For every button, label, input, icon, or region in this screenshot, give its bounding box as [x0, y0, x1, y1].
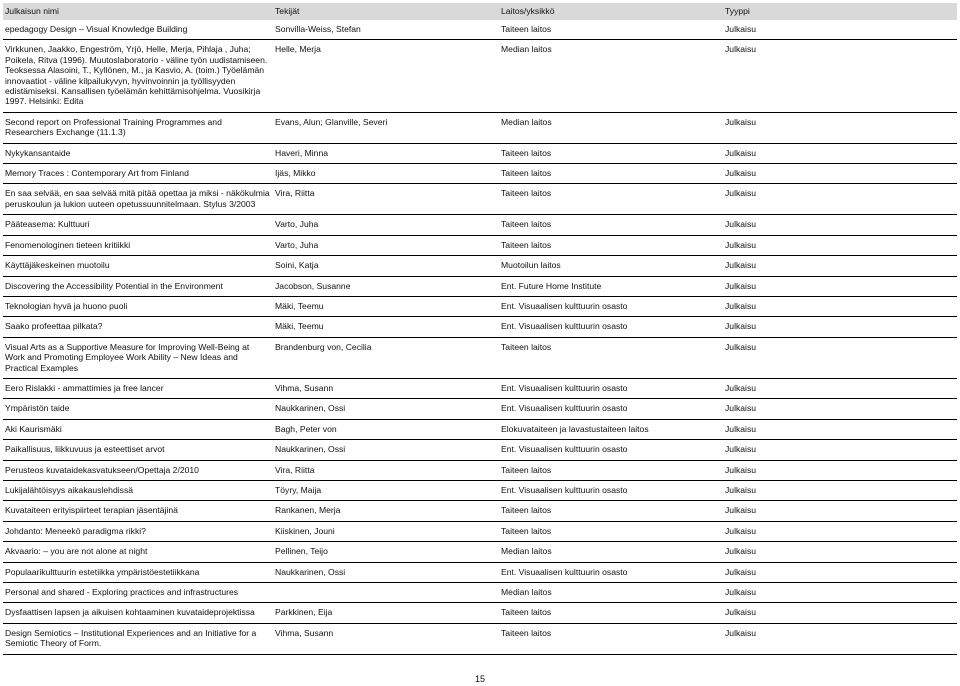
cell-title: Virkkunen, Jaakko, Engeström, Yrjö, Helle, Merja, Pihlaja , Juha; Poikela, Ritva (1996). Muutoslaboratorio - väline työn uudistamiseen. Teoksessa Alasoini, T., Kyllönen, M., ja Kasvio, A. (toim.) Työelämän innovaatiot - väline kilpailukyvyn, hyvinvoinnin ja työllisyyden edistämiseksi. Kansallisen työelämän kehittämisohjelma. Vuosikirja 1997. Helsinki: Edita: [3, 40, 273, 112]
cell-authors: Vihma, Susann: [273, 378, 499, 398]
table-row: [3, 317, 957, 337]
publications-table: [3, 3, 957, 655]
cell-type: Julkaisu: [723, 112, 957, 143]
table-row: [3, 112, 957, 143]
cell-authors: Pellinen, Teijo: [273, 542, 499, 562]
cell-authors: Vihma, Susann: [273, 623, 499, 654]
table-row: [3, 20, 957, 40]
cell-authors: Brandenburg von, Cecilia: [273, 337, 499, 378]
cell-type: Julkaisu: [723, 501, 957, 521]
table-row: [3, 296, 957, 316]
cell-authors: Mäki, Teemu: [273, 317, 499, 337]
cell-department: Ent. Visuaalisen kulttuurin osasto: [499, 440, 723, 460]
table-row: [3, 143, 957, 163]
cell-type: Julkaisu: [723, 184, 957, 215]
table-row: [3, 276, 957, 296]
cell-authors: Varto, Juha: [273, 215, 499, 235]
cell-type: Julkaisu: [723, 583, 957, 603]
cell-authors: Mäki, Teemu: [273, 296, 499, 316]
cell-authors: Vira, Riitta: [273, 460, 499, 480]
cell-authors: Naukkarinen, Ossi: [273, 440, 499, 460]
cell-department: Taiteen laitos: [499, 215, 723, 235]
cell-authors: Sonvilla-Weiss, Stefan: [273, 20, 499, 40]
cell-type: Julkaisu: [723, 143, 957, 163]
cell-department: Ent. Visuaalisen kulttuurin osasto: [499, 562, 723, 582]
table-row: [3, 399, 957, 419]
cell-title: Paikallisuus, liikkuvuus ja esteettiset arvot: [3, 440, 273, 460]
table-row: [3, 378, 957, 398]
cell-title: Aki Kaurismäki: [3, 419, 273, 439]
cell-department: Median laitos: [499, 542, 723, 562]
cell-type: Julkaisu: [723, 419, 957, 439]
cell-title: Johdanto: Meneekö paradigma rikki?: [3, 521, 273, 541]
cell-authors: Kiiskinen, Jouni: [273, 521, 499, 541]
cell-title: Eero Rislakki - ammattimies ja free lancer: [3, 378, 273, 398]
cell-type: Julkaisu: [723, 562, 957, 582]
cell-title: Lukijalähtöisyys aikakauslehdissä: [3, 480, 273, 500]
cell-type: Julkaisu: [723, 623, 957, 654]
cell-type: Julkaisu: [723, 20, 957, 40]
cell-title: Second report on Professional Training Programmes and Researchers Exchange (11.1.3): [3, 112, 273, 143]
table-row: [3, 256, 957, 276]
cell-authors: Bagh, Peter von: [273, 419, 499, 439]
table-row: [3, 603, 957, 623]
cell-department: Elokuvataiteen ja lavastustaiteen laitos: [499, 419, 723, 439]
cell-department: Muotoilun laitos: [499, 256, 723, 276]
page-number: 15: [474, 674, 485, 684]
cell-department: Taiteen laitos: [499, 521, 723, 541]
cell-type: Julkaisu: [723, 440, 957, 460]
cell-type: Julkaisu: [723, 603, 957, 623]
column-header-title: Julkaisun nimi: [3, 3, 273, 20]
table-row: [3, 460, 957, 480]
table-body: [3, 20, 957, 654]
table-row: [3, 40, 957, 112]
cell-authors: Evans, Alun; Glanville, Severi: [273, 112, 499, 143]
cell-department: Taiteen laitos: [499, 337, 723, 378]
cell-type: Julkaisu: [723, 164, 957, 184]
cell-department: Ent. Visuaalisen kulttuurin osasto: [499, 399, 723, 419]
cell-title: Memory Traces : Contemporary Art from Finland: [3, 164, 273, 184]
column-header-department: Laitos/yksikkö: [499, 3, 723, 20]
cell-type: Julkaisu: [723, 40, 957, 112]
cell-department: Ent. Visuaalisen kulttuurin osasto: [499, 317, 723, 337]
cell-type: Julkaisu: [723, 480, 957, 500]
cell-department: Taiteen laitos: [499, 235, 723, 255]
table-row: [3, 583, 957, 603]
cell-title: Akvaario: – you are not alone at night: [3, 542, 273, 562]
cell-type: Julkaisu: [723, 399, 957, 419]
table-row: [3, 480, 957, 500]
cell-title: Populaarikulttuurin estetiikka ympäristöestetiikkana: [3, 562, 273, 582]
cell-title: Design Semiotics – Institutional Experiences and an Initiative for a Semiotic Theory of Form.: [3, 623, 273, 654]
table-row: [3, 501, 957, 521]
cell-department: Median laitos: [499, 40, 723, 112]
cell-department: Median laitos: [499, 112, 723, 143]
cell-department: Taiteen laitos: [499, 164, 723, 184]
cell-title: Ympäristön taide: [3, 399, 273, 419]
cell-type: Julkaisu: [723, 215, 957, 235]
cell-title: Kuvataiteen erityispiirteet terapian jäsentäjinä: [3, 501, 273, 521]
cell-department: Taiteen laitos: [499, 501, 723, 521]
table-row: [3, 623, 957, 654]
cell-authors: Jacobson, Susanne: [273, 276, 499, 296]
cell-type: Julkaisu: [723, 256, 957, 276]
cell-department: Taiteen laitos: [499, 623, 723, 654]
cell-authors: Naukkarinen, Ossi: [273, 562, 499, 582]
cell-type: Julkaisu: [723, 276, 957, 296]
cell-title: Käyttäjäkeskeinen muotoilu: [3, 256, 273, 276]
cell-authors: Vira, Riitta: [273, 184, 499, 215]
cell-authors: Haveri, Minna: [273, 143, 499, 163]
cell-title: Visual Arts as a Supportive Measure for Improving Well-Being at Work and Promoting Employee Work Ability – New Ideas and Practical Examples: [3, 337, 273, 378]
table-row: [3, 440, 957, 460]
cell-title: epedagogy Design – Visual Knowledge Building: [3, 20, 273, 40]
table-row: [3, 164, 957, 184]
cell-authors: Töyry, Maija: [273, 480, 499, 500]
table-row: [3, 235, 957, 255]
cell-title: Personal and shared - Exploring practices and infrastructures: [3, 583, 273, 603]
table-row: [3, 215, 957, 235]
cell-type: Julkaisu: [723, 542, 957, 562]
cell-title: Dysfaattisen lapsen ja aikuisen kohtaaminen kuvataideprojektissa: [3, 603, 273, 623]
cell-authors: Soini, Katja: [273, 256, 499, 276]
cell-type: Julkaisu: [723, 460, 957, 480]
header-row: [3, 3, 957, 20]
column-header-type: Tyyppi: [723, 3, 957, 20]
table-header: [3, 3, 957, 20]
table-row: [3, 542, 957, 562]
cell-title: Pääteasema: Kulttuuri: [3, 215, 273, 235]
cell-authors: Rankanen, Merja: [273, 501, 499, 521]
cell-department: Ent. Visuaalisen kulttuurin osasto: [499, 296, 723, 316]
cell-type: Julkaisu: [723, 337, 957, 378]
cell-department: Taiteen laitos: [499, 603, 723, 623]
cell-title: Discovering the Accessibility Potential in the Environment: [3, 276, 273, 296]
cell-department: Ent. Future Home Institute: [499, 276, 723, 296]
cell-title: Nykykansantaide: [3, 143, 273, 163]
cell-department: Taiteen laitos: [499, 143, 723, 163]
cell-authors: Ijäs, Mikko: [273, 164, 499, 184]
cell-department: Median laitos: [499, 583, 723, 603]
table-row: [3, 337, 957, 378]
cell-department: Taiteen laitos: [499, 460, 723, 480]
cell-department: Taiteen laitos: [499, 20, 723, 40]
cell-type: Julkaisu: [723, 317, 957, 337]
cell-type: Julkaisu: [723, 296, 957, 316]
cell-department: Ent. Visuaalisen kulttuurin osasto: [499, 378, 723, 398]
cell-authors: Parkkinen, Eija: [273, 603, 499, 623]
cell-title: Perusteos kuvataidekasvatukseen/Opettaja 2/2010: [3, 460, 273, 480]
table-row: [3, 184, 957, 215]
table-row: [3, 419, 957, 439]
cell-title: En saa selvää, en saa selvää mitä pitää opettaa ja miksi - näkökulmia peruskoulun ja lukion uuteen opetussuunnitelmaan. Stylus 3/2003: [3, 184, 273, 215]
cell-title: Fenomenologinen tieteen kritiikki: [3, 235, 273, 255]
table-row: [3, 562, 957, 582]
cell-type: Julkaisu: [723, 521, 957, 541]
table-row: [3, 521, 957, 541]
cell-type: Julkaisu: [723, 378, 957, 398]
cell-authors: Naukkarinen, Ossi: [273, 399, 499, 419]
cell-authors: Varto, Juha: [273, 235, 499, 255]
cell-type: Julkaisu: [723, 235, 957, 255]
cell-department: Ent. Visuaalisen kulttuurin osasto: [499, 480, 723, 500]
cell-title: Saako profeettaa pilkata?: [3, 317, 273, 337]
cell-title: Teknologian hyvä ja huono puoli: [3, 296, 273, 316]
cell-authors: Helle, Merja: [273, 40, 499, 112]
column-header-authors: Tekijät: [273, 3, 499, 20]
cell-department: Taiteen laitos: [499, 184, 723, 215]
cell-authors: [273, 583, 499, 603]
